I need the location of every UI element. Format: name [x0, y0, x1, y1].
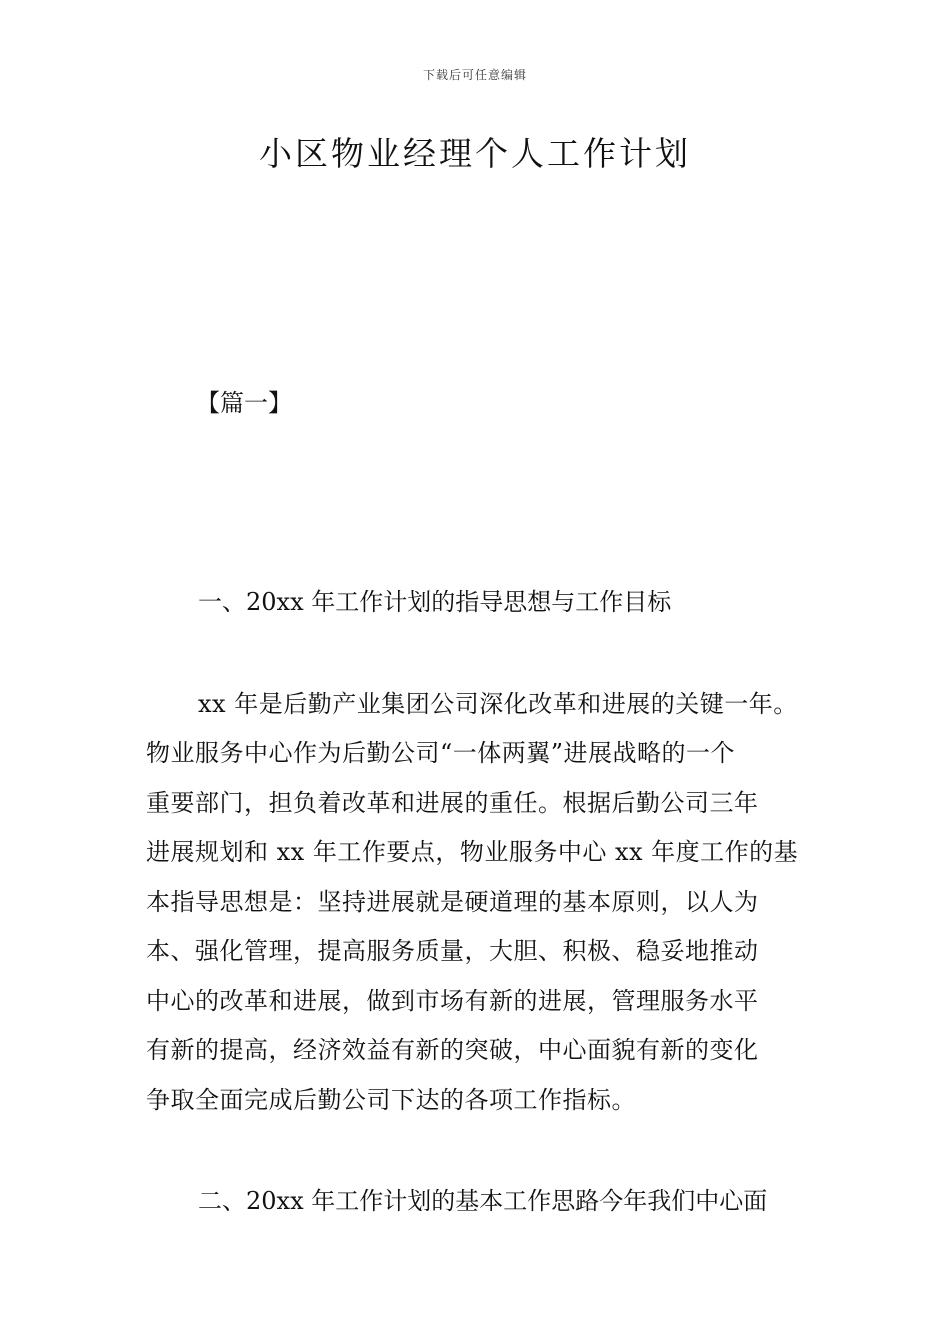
part-label: 【篇一】 — [196, 389, 292, 417]
paragraph-line: 物业服务中心作为后勤公司“一体两翼”进展战略的一个 — [146, 739, 736, 767]
paragraph-line: 有新的提高，经济效益有新的突破，中心面貌有新的变化 — [146, 1036, 759, 1064]
paragraph-line: 本指导思想是：坚持进展就是硬道理的基本原则，以人为 — [146, 888, 759, 916]
paragraph-line: 争取全面完成后勤公司下达的各项工作指标。 — [146, 1086, 636, 1114]
paragraph-line: xx 年是后勤产业集团公司深化改革和进展的关键一年。 — [198, 690, 798, 718]
section-heading-1: 一、20xx 年工作计划的指导思想与工作目标 — [198, 588, 672, 616]
paragraph-line: 进展规划和 xx 年工作要点，物业服务中心 xx 年度工作的基 — [146, 838, 799, 866]
paragraph-line: 重要部门，担负着改革和进展的重任。根据后勤公司三年 — [146, 789, 759, 817]
section-heading-2: 二、20xx 年工作计划的基本工作思路今年我们中心面 — [198, 1187, 768, 1215]
header-note: 下载后可任意编辑 — [422, 68, 527, 82]
paragraph-line: 本、强化管理，提高服务质量，大胆、积极、稳妥地推动 — [146, 937, 759, 965]
paragraph-line: 中心的改革和进展，做到市场有新的进展，管理服务水平 — [146, 987, 759, 1015]
document-title: 小区物业经理个人工作计划 — [259, 134, 691, 173]
